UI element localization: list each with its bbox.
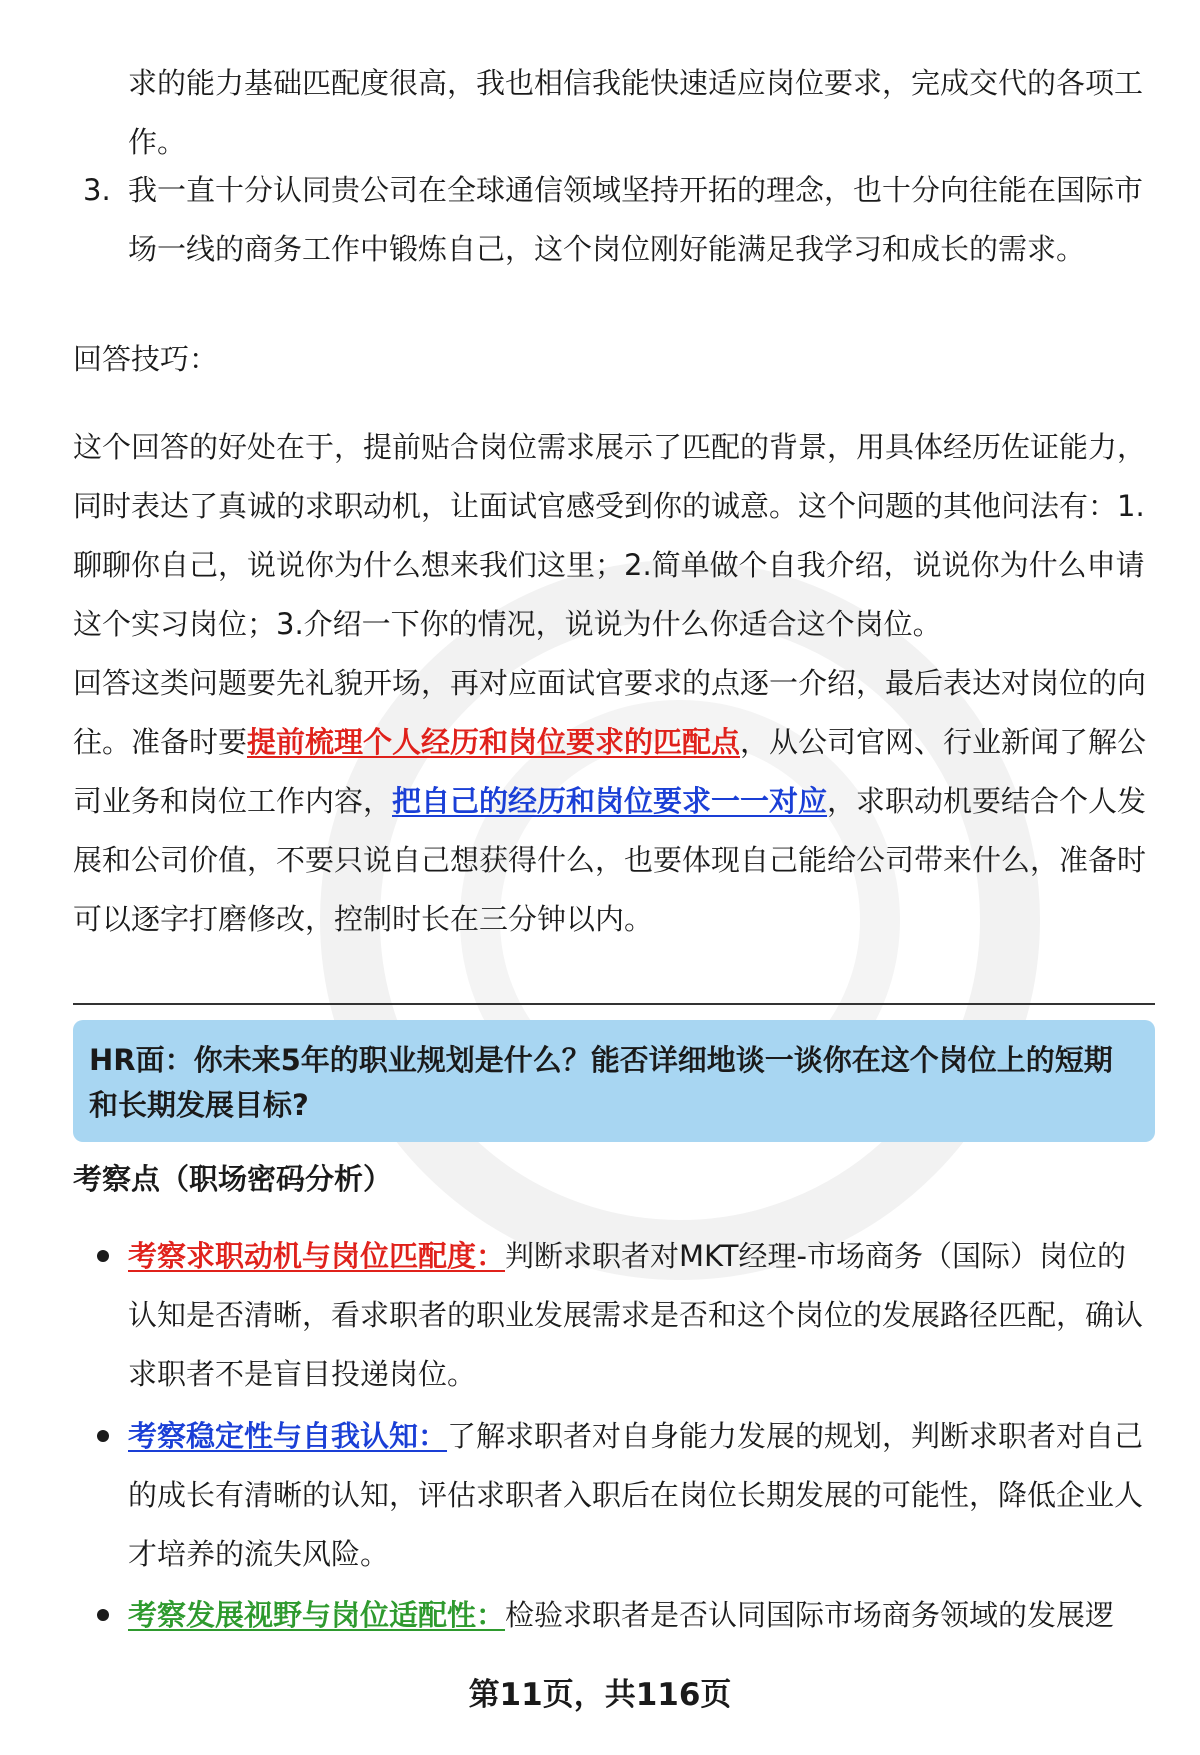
section-heading: 考察点（职场密码分析）: [73, 1162, 393, 1196]
bullet-label: 考察发展视野与岗位适配性：: [128, 1598, 506, 1632]
page-footer: 第11页，共116页: [468, 1677, 732, 1713]
list-continuation: 求的能力基础匹配度很高，我也相信我能快速适应岗位要求，完成交代的各项工作。: [128, 66, 1144, 159]
bullet-dot: [97, 1430, 109, 1442]
bullet-item: [128, 1586, 1153, 1645]
bullet-text: 判断求职者对MKT经理-市场商务（国际）岗位的认知是否清晰，看求职者的职业发展需求是否和这个岗位的发展路径匹配，确认求职者不是盲目投递岗位。: [128, 1239, 1144, 1391]
list-item: 我一直十分认同贵公司在全球通信领域坚持开拓的理念，也十分向往能在国际市场一线的商务工作中锻炼自己，这个岗位刚好能满足我学习和成长的需求。: [128, 173, 1144, 266]
highlight-blue: 把自己的经历和岗位要求一一对应: [392, 784, 828, 818]
highlight-red: 提前梳理个人经历和岗位要求的匹配点: [247, 725, 741, 759]
tips-heading: 回答技巧：: [73, 342, 219, 376]
list-number: 3.: [83, 173, 111, 207]
tips-paragraph-2: [73, 654, 1153, 949]
bullet-label: 考察稳定性与自我认知：: [128, 1419, 448, 1453]
bullet-dot: [97, 1609, 109, 1621]
bullet-text: 检验求职者是否认同国际市场商务领域的发展逻: [505, 1598, 1115, 1632]
tips-text: ，从公司官网、行业新闻了解公司业务和岗位工作内容，: [73, 725, 1147, 818]
tips-text: ，求职动机要结合个人发展和公司价值，不要只说自己想获得什么，也要体现自己能给公司带来什么，准备时可以逐字打磨修改，控制时长在三分钟以内。: [73, 784, 1147, 936]
section-divider: [73, 1003, 1155, 1005]
question-box: [73, 1020, 1155, 1142]
question-text: HR面：你未来5年的职业规划是什么？能否详细地谈一谈你在这个岗位上的短期和长期发展目标?: [89, 1043, 1113, 1122]
bullet-label: 考察求职动机与岗位匹配度：: [128, 1239, 506, 1273]
bullet-dot: [97, 1250, 109, 1262]
bullet-text: 了解求职者对自身能力发展的规划，判断求职者对自己的成长有清晰的认知，评估求职者入职后在岗位长期发展的可能性，降低企业人才培养的流失风险。: [128, 1419, 1144, 1571]
bullet-item: [128, 1407, 1153, 1584]
tips-paragraph: 这个回答的好处在于，提前贴合岗位需求展示了匹配的背景，用具体经历佐证能力，同时表达了真诚的求职动机，让面试官感受到你的诚意。这个问题的其他问法有：1.聊聊你自己，说说你为什么想来我们这里；2.简单做个自我介绍，说说你为什么申请这个实习岗位；3.介绍一下你的情况，说说为什么你适合这个岗位。: [73, 430, 1147, 641]
bullet-item: [128, 1227, 1153, 1404]
tips-text: 回答这类问题要先礼貌开场，再对应面试官要求的点逐一介绍，最后表达对岗位的向往。准备时要: [73, 666, 1147, 759]
